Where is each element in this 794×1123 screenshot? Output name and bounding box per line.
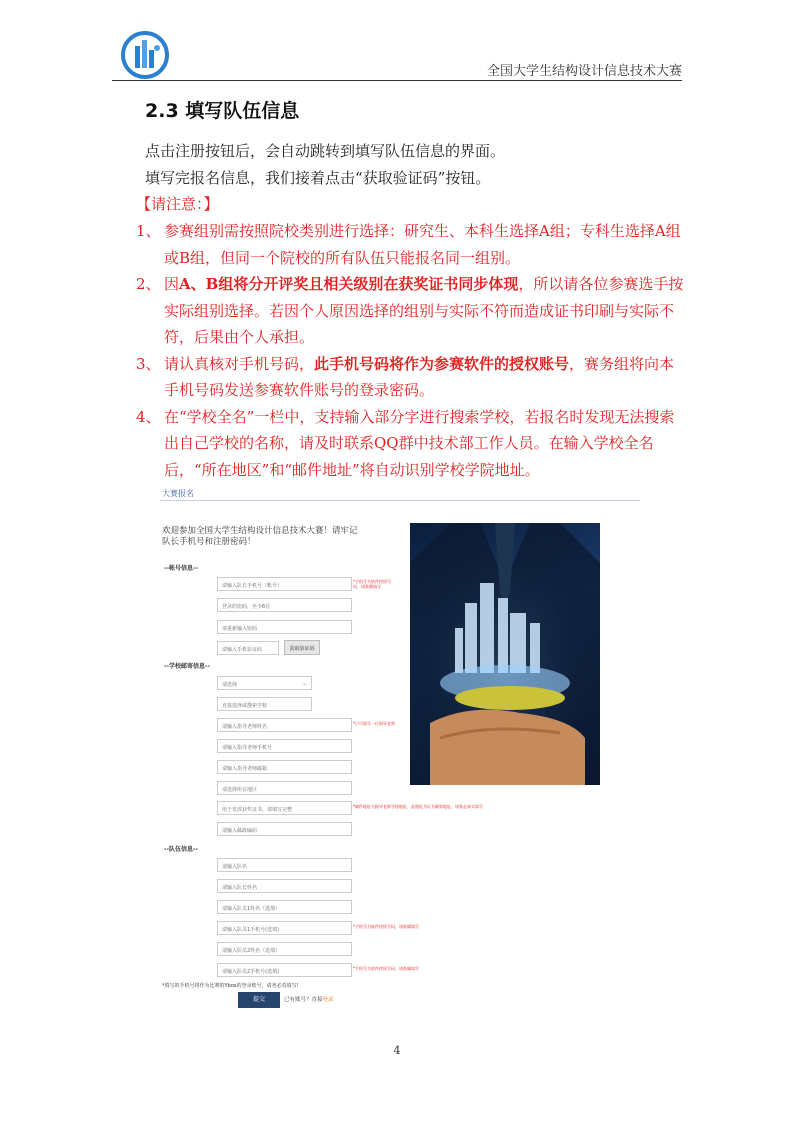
logo-icon (120, 30, 170, 80)
account-input[interactable]: 请输入队长手机号（帐号） (217, 577, 352, 591)
field-hint: *只可填写一位指导老师 (353, 721, 395, 726)
division-select[interactable] (217, 676, 312, 690)
notice-number: 2、 (136, 275, 161, 293)
notice-text: 参赛组别需按照院校类别进行选择：研究生、本科生选择A组；专科生选择A组或B组，但同一个院校的所有队伍只能报名同一组别。 (164, 222, 681, 267)
form-footnote: *填写的手机号将作为比赛的Ybox的登录账号，请务必真填写! (162, 983, 299, 989)
confirm-password-input[interactable]: 请重新输入密码 (217, 620, 352, 634)
member1-phone-input[interactable]: 请输入队员1手机号(选填) (217, 921, 352, 935)
notice-number: 4、 (136, 407, 161, 426)
member2-name-input[interactable]: 请输入队员2姓名（选填） (217, 942, 352, 956)
header-title: 全国大学生结构设计信息技术大赛 (486, 64, 682, 79)
get-code-button[interactable]: 获取验证码 (284, 640, 320, 655)
notice-item (136, 271, 684, 351)
notice-label: 【请注意：】 (136, 195, 219, 213)
page-number: 4 (393, 1044, 401, 1057)
group-account: --帐号信息-- (164, 565, 198, 572)
advisor-phone-input[interactable]: 请输入指导老师手机号 (217, 739, 352, 753)
paragraph-1: 点击注册按钮后，会自动跳转到填写队伍信息的界面。 (145, 142, 506, 160)
member1-name-input[interactable]: 请输入队员1姓名（选填） (217, 900, 352, 914)
notice-text: ，所以请各位参赛选手按实际组别选择。若因个人原因选择的组别与实际不符而造成证书印刷与实际不符，后果由个人承担。 (164, 275, 684, 346)
field-hint: *手机号为软件授权号码，请准确填写 (353, 924, 419, 929)
group-school: --学校邮寄信息-- (164, 663, 210, 670)
paragraph-2: 填写完报名信息，我们接着点击“获取验证码”按钮。 (145, 169, 491, 187)
captain-input[interactable]: 请输入队长姓名 (217, 879, 352, 893)
field-hint: *手机号为软件授权号码，请准确填写 (353, 579, 391, 589)
mail-address-input[interactable]: 用于发放获奖证书，请填写完整 (217, 801, 352, 815)
select-value: 请选择 (222, 682, 238, 688)
tab-registration[interactable]: 大赛报名 (162, 489, 194, 498)
notice-item (136, 351, 684, 404)
notice-number: 1、 (136, 222, 161, 240)
login-link[interactable]: 登录 (322, 997, 334, 1003)
notice-text: 因 (164, 275, 180, 293)
welcome-text: 欢迎参加全国大学生结构设计信息技术大赛！请牢记队长手机号和注册密码！ (162, 526, 358, 547)
notice-emphasis: A、B组将分开评奖且相关级别在获奖证书同步体现 (179, 275, 519, 293)
field-hint: *手机号为软件授权号码，请准确填写 (353, 966, 419, 971)
header-divider (112, 80, 682, 81)
tab-divider (160, 500, 640, 501)
notice-text: ，赛务组将向本手机号码发送参赛软件账号的登录密码。 (164, 354, 675, 399)
notice-item (136, 404, 684, 484)
registration-form-screenshot (160, 488, 640, 1008)
postcode-input[interactable]: 请输入邮政编码 (217, 822, 352, 836)
notice-item (136, 218, 684, 271)
group-team: --队伍信息-- (164, 846, 198, 853)
region-input[interactable]: 请选择所在地区 (217, 781, 352, 795)
notice-text: 在“学校全名”一栏中，支持输入部分字进行搜索学校，若报名时发现无法搜索出自己学校的名称，请及时联系QQ群中技术部工作人员。在输入学校全名后，“所在地区”和“邮件地址”将自动识别学校学院地址。 (164, 407, 675, 479)
member2-phone-input[interactable]: 请输入队员2手机号(选填) (217, 963, 352, 977)
advisor-email-input[interactable]: 请输入指导老师邮箱 (217, 760, 352, 774)
advisor-input[interactable]: 请输入指导老师姓名 (217, 718, 352, 732)
notice-number: 3、 (136, 354, 161, 373)
sms-code-input[interactable]: 请输入手机验证码 (217, 641, 279, 655)
login-prompt (284, 995, 334, 1003)
notice-list (136, 218, 684, 483)
team-name-input[interactable]: 请输入队名 (217, 858, 352, 872)
notice-text: 请认真核对手机号码， (164, 354, 315, 373)
business-hand-city-illustration (410, 523, 600, 785)
field-hint: *邮件地址为指导老师学校地址，此地址为证书邮寄地址，请务必真实填写 (353, 804, 483, 809)
password-input[interactable]: 登录的密码，至少6位 (217, 598, 352, 612)
section-title: 2.3 填写队伍信息 (145, 100, 300, 122)
chevron-down-icon: ⌄ (301, 680, 307, 687)
school-input[interactable]: 直接选择或搜索学校 (217, 697, 312, 711)
notice-emphasis: 此手机号码将作为参赛软件的授权账号 (314, 354, 570, 373)
login-prompt-text: 已有账号？直接 (284, 997, 323, 1003)
submit-button[interactable]: 提交 (238, 992, 280, 1008)
